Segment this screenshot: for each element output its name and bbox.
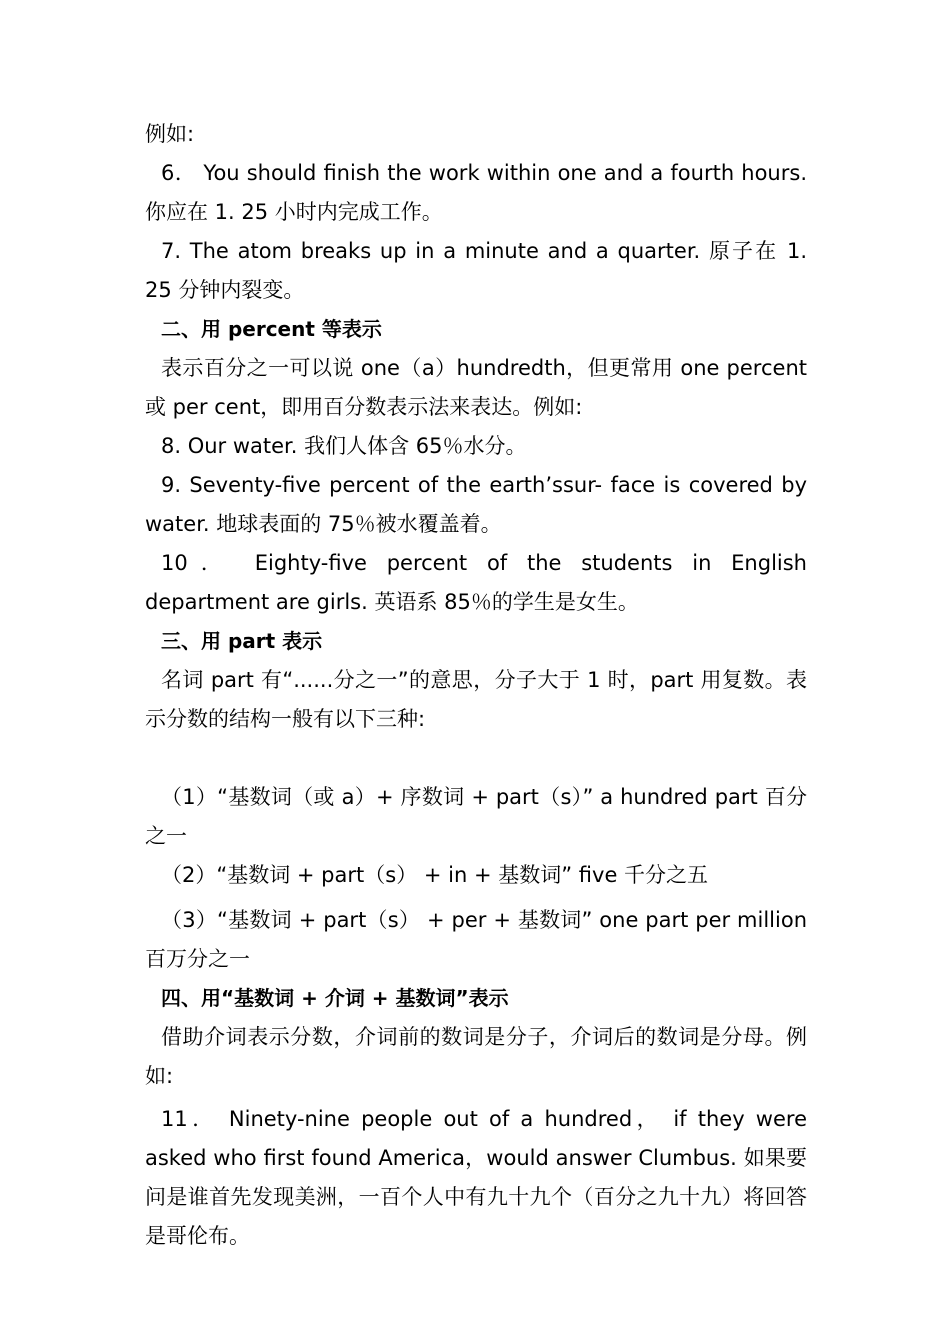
example-6: 6． You should finish the work within one and a fourth hours. 你应在 1. 25 小时内完成工作。 (145, 161, 807, 224)
document-page (145, 115, 807, 1256)
example-9: 9. Seventy-five percent of the earth’ssur- face is covered by water. 地球表面的 75％被水覆盖着。 (145, 473, 807, 536)
part-structure-2: （2）“基数词 + part（s） + in + 基数词” five 千分之五 (161, 863, 709, 887)
part-structure-1: （1）“基数词（或 a）+ 序数词 + part（s）” a hundred part 百分之一 (145, 785, 807, 848)
intro-example-label: 例如: (145, 122, 195, 146)
example-7: 7. The atom breaks up in a minute and a quarter. 原子在 1. 25 分钟内裂变。 (145, 239, 807, 302)
part-structure-3: （3）“基数词 + part（s） + per + 基数词” one part per million 百万分之一 (145, 908, 807, 971)
example-8: 8. Our water. 我们人体含 65％水分。 (161, 434, 527, 458)
section-body-percent: 表示百分之一可以说 one（a）hundredth，但更常用 one percent 或 per cent，即用百分数表示法来表达。例如: (145, 356, 807, 419)
example-11-english: 11． Ninety-nine people out of a hundred， if they were asked who first found America，would answer Clumbus. (145, 1107, 807, 1170)
example-11-chinese: 如果要问是谁首先发现美洲，一百个人中有九十九个（百分之九十九）将回答是哥伦布。 (145, 1146, 808, 1248)
blank-line (145, 739, 807, 778)
section-heading-percent: 二、用 percent 等表示 (161, 317, 382, 341)
section-body-preposition: 借助介词表示分数，介词前的数词是分子，介词后的数词是分母。例如: (145, 1025, 807, 1088)
example-10: 10． Eighty-five percent of the students in English department are girls. 英语系 85％的学生是女生。 (145, 551, 807, 614)
section-body-part: 名词 part 有“......分之一”的意思，分子大于 1 时，part 用复数。表示分数的结构一般有以下三种: (145, 668, 807, 731)
section-heading-preposition: 四、用“基数词 + 介词 + 基数词”表示 (161, 986, 509, 1010)
section-heading-part: 三、用 part 表示 (161, 629, 323, 653)
example-11 (145, 1100, 807, 1256)
